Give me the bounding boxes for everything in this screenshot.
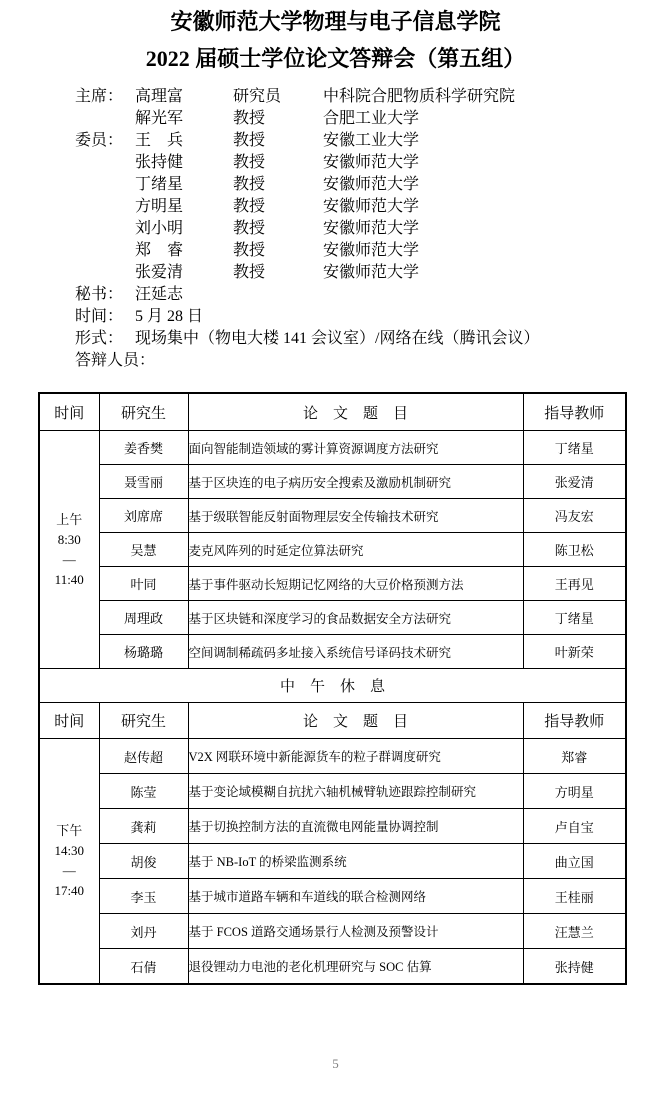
thesis-title-cell: 退役锂动力电池的老化机理研究与 SOC 估算 xyxy=(188,949,523,985)
info-row-participants xyxy=(75,350,671,372)
header-advisor: 指导教师 xyxy=(523,393,626,431)
member-name: 方明星 xyxy=(135,198,184,215)
table-row xyxy=(39,635,626,669)
member-title: 教授 xyxy=(233,220,266,237)
time-cell-afternoon xyxy=(39,739,99,985)
member-affiliation: 安徽师范大学 xyxy=(323,198,420,215)
thesis-title-cell: 基于区块连的电子病历安全搜索及激励机制研究 xyxy=(188,465,523,499)
thesis-title-cell: 基于城市道路车辆和车道线的联合检测网络 xyxy=(188,879,523,914)
thesis-title-cell: 基于变论域模糊自抗扰六轴机械臂轨迹跟踪控制研究 xyxy=(188,774,523,809)
header-advisor: 指导教师 xyxy=(523,703,626,739)
member-name: 高理富 xyxy=(135,88,184,105)
secretary-name: 汪延志 xyxy=(135,286,184,303)
session-name: 上午 xyxy=(56,511,83,527)
member-name: 刘小明 xyxy=(135,220,184,237)
table-row xyxy=(39,914,626,949)
header-time: 时间 xyxy=(39,393,99,431)
student-name-cell: 聂雪丽 xyxy=(99,465,188,499)
chair-label: 主席： xyxy=(75,88,124,105)
member-title: 教授 xyxy=(233,176,266,193)
date-label: 时间： xyxy=(75,308,124,325)
member-title: 教授 xyxy=(233,198,266,215)
header-thesis: 论 文 题 目 xyxy=(188,393,523,431)
member-affiliation: 安徽师范大学 xyxy=(323,242,420,259)
member-affiliation: 合肥工业大学 xyxy=(323,110,420,127)
session-start-time: 8:30 xyxy=(57,531,81,547)
info-row-committee-3 xyxy=(75,174,671,196)
student-name-cell: 胡俊 xyxy=(99,844,188,879)
advisor-name-cell: 卢自宝 xyxy=(523,809,626,844)
session-end-time: 11:40 xyxy=(54,571,84,587)
table-header-row-afternoon xyxy=(39,703,626,739)
member-name: 张持健 xyxy=(135,154,184,171)
table-row xyxy=(39,499,626,533)
student-name-cell: 刘丹 xyxy=(99,914,188,949)
member-title: 教授 xyxy=(233,110,266,127)
page-number: 5 xyxy=(332,1056,339,1071)
advisor-name-cell: 丁绪星 xyxy=(523,601,626,635)
info-row-format xyxy=(75,328,671,350)
student-name-cell: 赵传超 xyxy=(99,739,188,774)
student-name-cell: 杨璐璐 xyxy=(99,635,188,669)
lunch-break-row xyxy=(39,669,626,703)
thesis-title-cell: 基于 NB-IoT 的桥梁监测系统 xyxy=(188,844,523,879)
advisor-name-cell: 张爱清 xyxy=(523,465,626,499)
member-name: 张爱清 xyxy=(135,264,184,281)
session-name: 下午 xyxy=(56,823,83,838)
time-dash: — xyxy=(62,863,76,878)
advisor-name-cell: 王桂丽 xyxy=(523,879,626,914)
student-name-cell: 叶同 xyxy=(99,567,188,601)
header-student: 研究生 xyxy=(99,393,188,431)
table-row xyxy=(39,879,626,914)
lunch-break-cell: 中 午 休 息 xyxy=(39,669,626,703)
advisor-name-cell: 张持健 xyxy=(523,949,626,985)
table-row xyxy=(39,739,626,774)
table-row xyxy=(39,465,626,499)
member-affiliation: 安徽师范大学 xyxy=(323,176,420,193)
session-end-time: 17:40 xyxy=(54,883,85,898)
info-row-committee-1 xyxy=(75,130,671,152)
member-title: 研究员 xyxy=(233,88,282,105)
format-value: 现场集中（物电大楼 141 会议室）/网络在线（腾讯会议） xyxy=(135,330,540,347)
thesis-title-cell: 空间调制稀疏码多址接入系统信号译码技术研究 xyxy=(188,635,523,669)
date-value: 5 月 28 日 xyxy=(135,308,204,325)
advisor-name-cell: 叶新荣 xyxy=(523,635,626,669)
thesis-title-cell: 麦克风阵列的时延定位算法研究 xyxy=(188,533,523,567)
thesis-title-cell: 基于区块链和深度学习的食品数据安全方法研究 xyxy=(188,601,523,635)
session-start-time: 14:30 xyxy=(54,843,85,858)
time-cell-morning xyxy=(39,431,99,669)
table-row xyxy=(39,567,626,601)
table-row xyxy=(39,774,626,809)
student-name-cell: 刘席席 xyxy=(99,499,188,533)
info-row-committee-6 xyxy=(75,240,671,262)
student-name-cell: 周理政 xyxy=(99,601,188,635)
advisor-name-cell: 陈卫松 xyxy=(523,533,626,567)
participants-label: 答辩人员： xyxy=(75,352,156,369)
thesis-title-cell: 基于 FCOS 道路交通场景行人检测及预警设计 xyxy=(188,914,523,949)
member-affiliation: 安徽师范大学 xyxy=(323,220,420,237)
member-affiliation: 安徽师范大学 xyxy=(323,154,420,171)
document-title: 安徽师范大学物理与电子信息学院 xyxy=(170,9,501,34)
info-row-committee-4 xyxy=(75,196,671,218)
table-row xyxy=(39,533,626,567)
student-name-cell: 龚莉 xyxy=(99,809,188,844)
info-row-committee-2 xyxy=(75,152,671,174)
committee-label: 委员： xyxy=(75,132,124,149)
thesis-title-cell: 基于切换控制方法的直流微电网能量协调控制 xyxy=(188,809,523,844)
advisor-name-cell: 冯友宏 xyxy=(523,499,626,533)
defense-info-section xyxy=(75,86,671,372)
table-row xyxy=(39,601,626,635)
table-row xyxy=(39,844,626,879)
student-name-cell: 陈莹 xyxy=(99,774,188,809)
advisor-name-cell: 方明星 xyxy=(523,774,626,809)
member-affiliation: 安徽工业大学 xyxy=(323,132,420,149)
advisor-name-cell: 曲立国 xyxy=(523,844,626,879)
member-name: 丁绪星 xyxy=(135,176,184,193)
member-title: 教授 xyxy=(233,264,266,281)
table-row xyxy=(39,431,626,465)
member-title: 教授 xyxy=(233,154,266,171)
student-name-cell: 吴慧 xyxy=(99,533,188,567)
table-row xyxy=(39,949,626,985)
member-name: 王 兵 xyxy=(135,132,184,149)
thesis-title-cell: V2X 网联环境中新能源货车的粒子群调度研究 xyxy=(188,739,523,774)
header-time: 时间 xyxy=(39,703,99,739)
info-row-secretary xyxy=(75,284,671,306)
info-row-chair-2 xyxy=(75,108,671,130)
member-affiliation: 中科院合肥物质科学研究院 xyxy=(323,88,516,105)
advisor-name-cell: 汪慧兰 xyxy=(523,914,626,949)
advisor-name-cell: 郑睿 xyxy=(523,739,626,774)
info-row-date xyxy=(75,306,671,328)
student-name-cell: 姜香樊 xyxy=(99,431,188,465)
thesis-title-cell: 面向智能制造领域的雾计算资源调度方法研究 xyxy=(188,431,523,465)
advisor-name-cell: 王再见 xyxy=(523,567,626,601)
table-row xyxy=(39,809,626,844)
member-name: 解光军 xyxy=(135,110,184,127)
header-thesis: 论 文 题 目 xyxy=(188,703,523,739)
info-row-committee-5 xyxy=(75,218,671,240)
info-row-committee-7 xyxy=(75,262,671,284)
document-subtitle: 2022 届硕士学位论文答辩会（第五组） xyxy=(145,46,526,71)
member-title: 教授 xyxy=(233,242,266,259)
defense-schedule-table xyxy=(38,392,627,985)
student-name-cell: 李玉 xyxy=(99,879,188,914)
table-header-row-morning xyxy=(39,393,626,431)
thesis-title-cell: 基于事件驱动长短期记忆网络的大豆价格预测方法 xyxy=(188,567,523,601)
header-student: 研究生 xyxy=(99,703,188,739)
time-dash: — xyxy=(62,551,76,567)
thesis-title-cell: 基于级联智能反射面物理层安全传输技术研究 xyxy=(188,499,523,533)
format-label: 形式： xyxy=(75,330,124,347)
secretary-label: 秘书： xyxy=(75,286,124,303)
info-row-chair-1 xyxy=(75,86,671,108)
member-name: 郑 睿 xyxy=(135,242,184,259)
advisor-name-cell: 丁绪星 xyxy=(523,431,626,465)
member-affiliation: 安徽师范大学 xyxy=(323,264,420,281)
member-title: 教授 xyxy=(233,132,266,149)
student-name-cell: 石倩 xyxy=(99,949,188,985)
